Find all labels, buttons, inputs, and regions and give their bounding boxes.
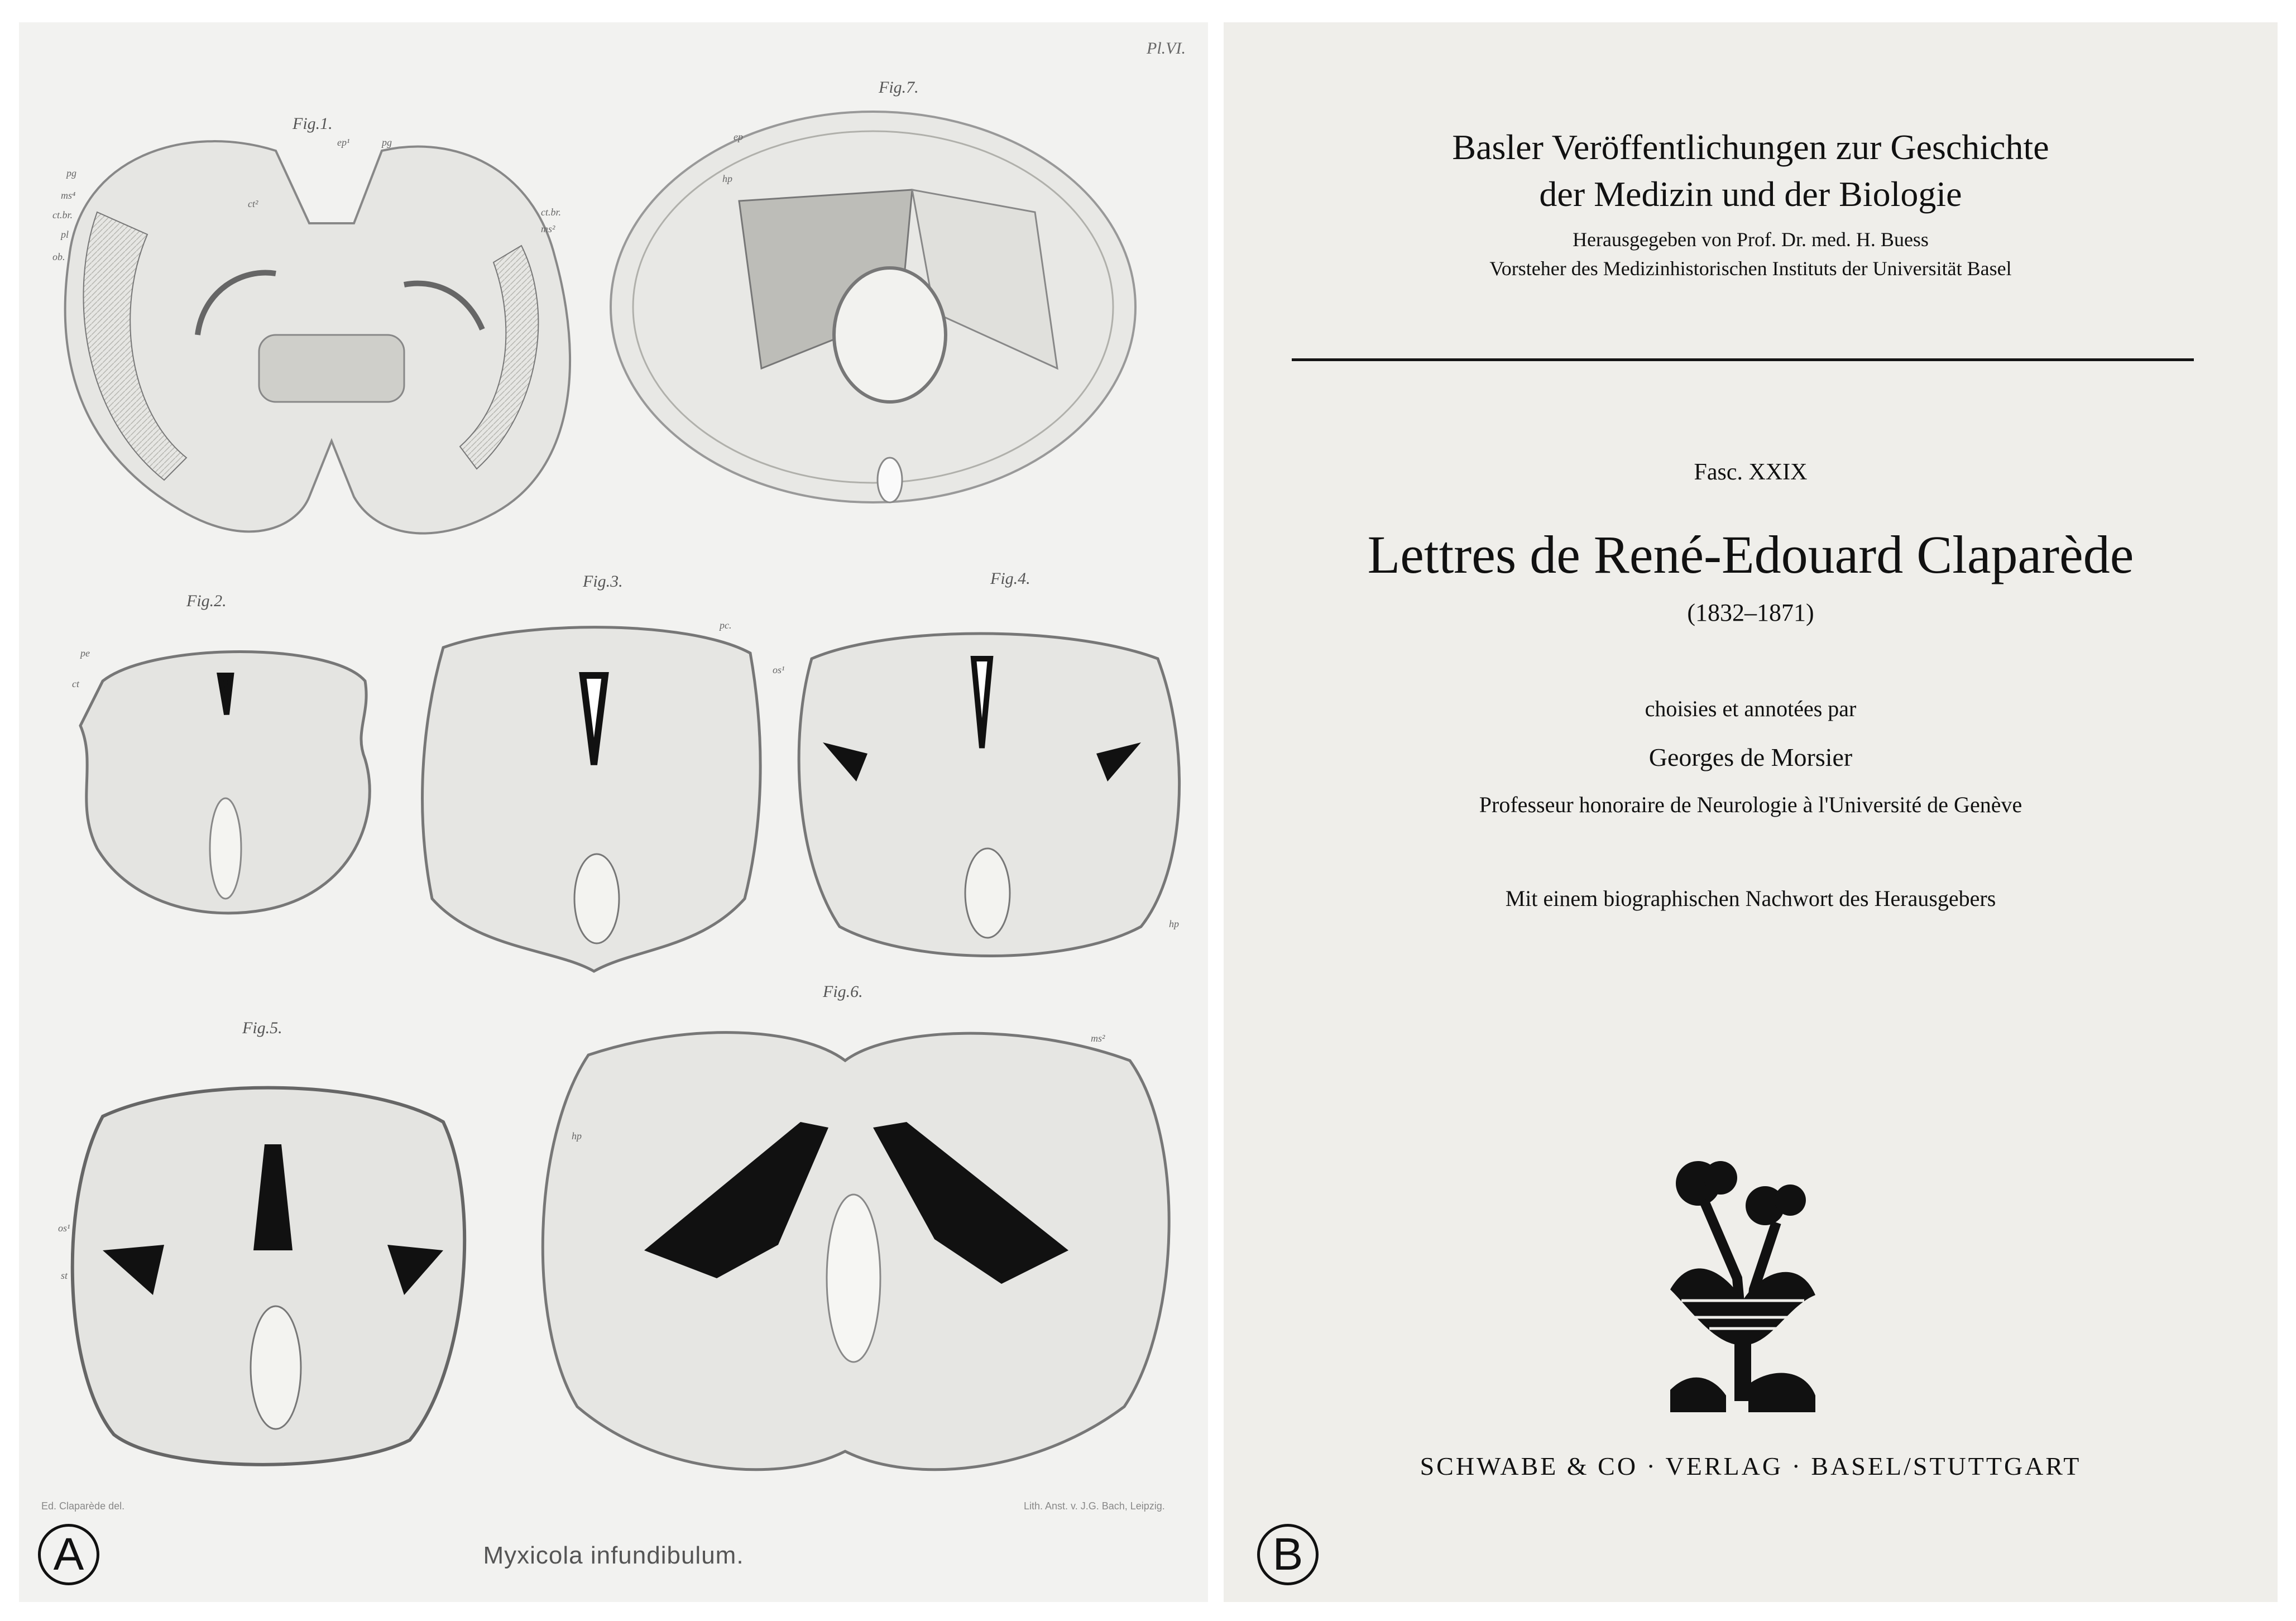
afterword-line: Mit einem biographischen Nachwort des Herausgebers (1505, 886, 1996, 911)
anatomical-plate-drawing (19, 22, 1208, 1602)
series-title (1224, 124, 2278, 218)
label-fig7-ep: ep (734, 131, 743, 142)
label-fig1-ep1: ep¹ (337, 137, 350, 148)
lithographer-credit: Lith. Anst. v. J.G. Bach, Leipzig. (1024, 1500, 1165, 1512)
woodcut-printer-mark-icon (1659, 1161, 1827, 1418)
label-fig5-os1: os¹ (58, 1222, 70, 1234)
editor-line: Herausgegeben von Prof. Dr. med. H. Buess (1573, 228, 1929, 251)
artist-credit: Ed. Claparède del. (41, 1500, 125, 1512)
series-title-line-1: Basler Veröffentlichungen zur Geschichte (1452, 127, 2049, 167)
fig7-cross-section (611, 112, 1135, 502)
label-fig1-ctbr-right: ct.br. (541, 207, 561, 218)
fascicle-number: Fasc. XXIX (1694, 459, 1808, 485)
label-fig7-hp: hp (722, 173, 732, 184)
series-title-line-2: der Medizin und der Biologie (1539, 174, 1962, 214)
fig6-cross-section (543, 1033, 1169, 1470)
fig-3-title: Fig.3. (583, 572, 623, 591)
label-fig4-os1: os¹ (773, 664, 785, 675)
label-fig1-ob: ob. (52, 251, 65, 262)
fig1-cross-section (65, 141, 570, 533)
plate-caption: Myxicola infundibulum. (483, 1542, 744, 1569)
publisher-line: SCHWABE & CO · VERLAG · BASEL/STUTTGART (1420, 1452, 2082, 1480)
fig4-cross-section (799, 634, 1179, 956)
label-fig1-pl: pl (61, 229, 69, 240)
label-fig3-pc: pc. (720, 620, 732, 631)
fig-4-title: Fig.4. (990, 569, 1030, 588)
fig-7-title: Fig.7. (879, 78, 919, 97)
label-fig6-ms2: ms² (1091, 1033, 1105, 1044)
chosen-by-line: choisies et annotées par (1645, 696, 1857, 721)
book-title: Lettres de René-Edouard Claparède (1367, 525, 2134, 584)
author-name: Georges de Morsier (1648, 743, 1853, 771)
fig3-cross-section (423, 627, 761, 971)
label-fig6-hp: hp (572, 1130, 582, 1142)
label-fig2-ms4: pe (80, 648, 90, 659)
author-title: Professeur honoraire de Neurologie à l'Université de Genève (1479, 792, 2022, 817)
label-fig4-hp: hp (1169, 918, 1179, 929)
fig5-cross-section (73, 1088, 464, 1465)
fig-2-title: Fig.2. (186, 592, 227, 610)
fig2-cross-section (80, 652, 370, 913)
plate-number: Pl.VI. (1147, 39, 1186, 57)
label-fig1-ms4: ms⁴ (61, 190, 76, 201)
label-fig1-pg: pg (382, 137, 392, 148)
label-fig1-ct2: ct² (248, 198, 258, 209)
fig-6-title: Fig.6. (823, 982, 863, 1001)
panel-b-letter: B (1257, 1524, 1319, 1585)
panel-a-plate (19, 22, 1208, 1602)
label-fig2-sc: ct (72, 678, 79, 689)
panel-b-title-page (1224, 22, 2278, 1602)
fig-1-title: Fig.1. (293, 114, 333, 133)
label-fig5-st: st (61, 1270, 68, 1281)
fig-5-title: Fig.5. (242, 1019, 282, 1037)
label-fig1-pg-left: pg (66, 167, 76, 179)
panel-a-letter: A (38, 1524, 99, 1585)
label-fig1-ms2: ms² (541, 223, 555, 234)
horizontal-rule (1292, 358, 2194, 361)
institute-line: Vorsteher des Medizinhistorischen Instituts der Universität Basel (1489, 257, 2012, 280)
life-dates: (1832–1871) (1687, 599, 1814, 626)
label-fig1-ctbr: ct.br. (52, 209, 73, 220)
